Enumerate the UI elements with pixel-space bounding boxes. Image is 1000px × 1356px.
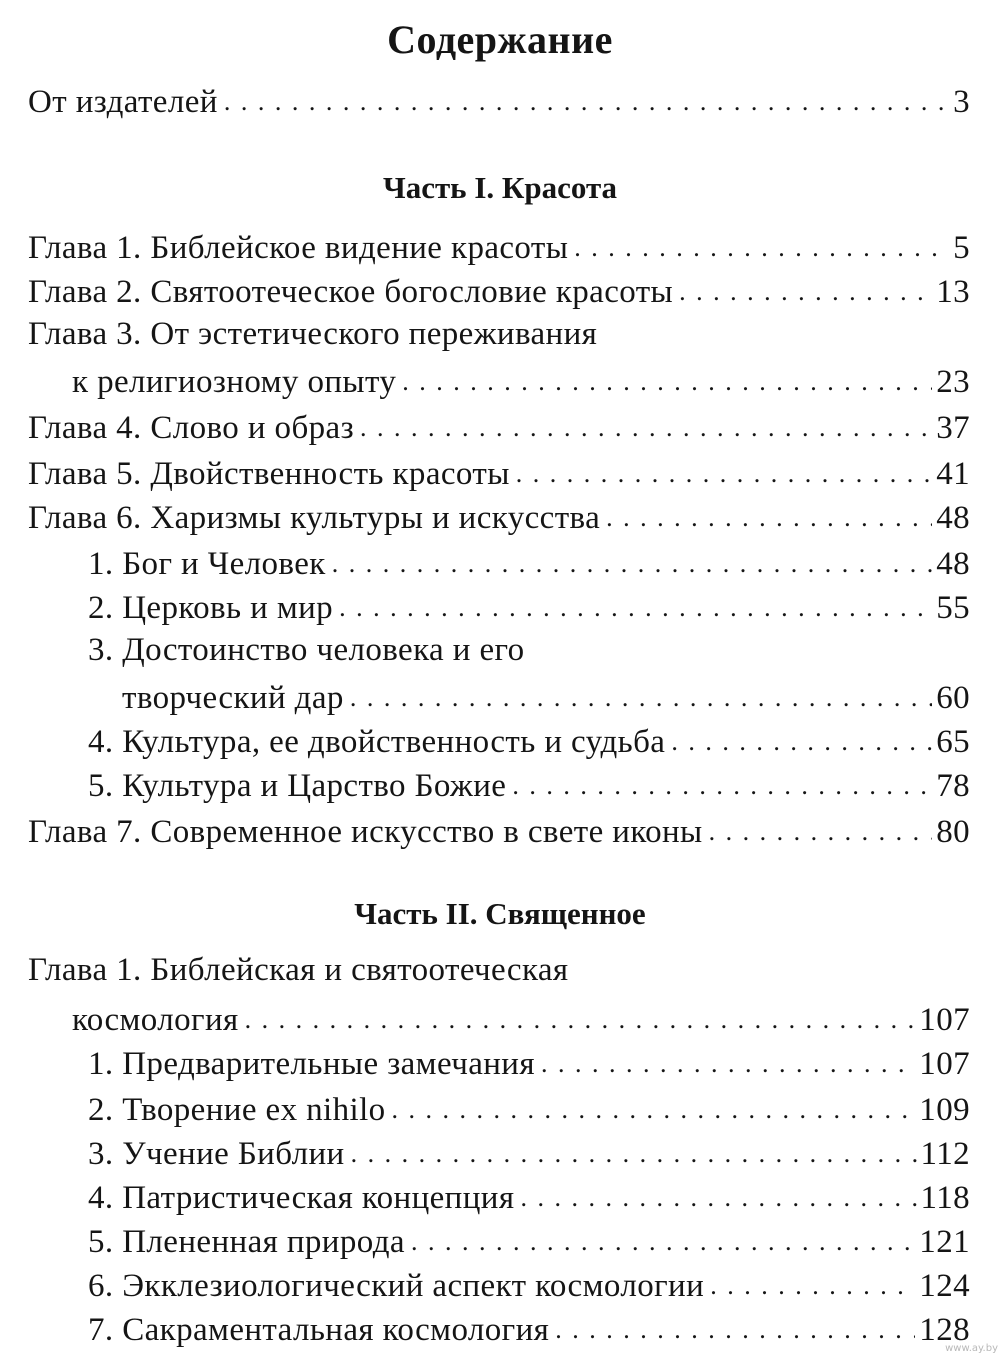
toc-entry-label: творческий дар — [122, 680, 344, 716]
toc-subentry[interactable] — [88, 1040, 970, 1084]
toc-subentry[interactable] — [88, 1086, 970, 1130]
toc-page-number: 128 — [919, 1312, 970, 1348]
toc-entry-first-line: Глава 1. Библейская и святоотеческая — [28, 952, 569, 988]
leader-dots — [360, 408, 932, 448]
leader-dots — [411, 1222, 915, 1262]
toc-page-number: 118 — [920, 1180, 970, 1216]
toc-entry[interactable] — [28, 224, 970, 268]
toc-page-number: 23 — [936, 364, 970, 400]
toc-subentry[interactable] — [88, 540, 970, 584]
toc-page-number: 121 — [919, 1224, 970, 1260]
toc-entry-label: 5. Плененная природа — [88, 1224, 405, 1260]
toc-entry[interactable] — [72, 996, 970, 1040]
toc-entry[interactable] — [28, 450, 970, 494]
toc-entry-label: 1. Бог и Человек — [88, 546, 326, 582]
toc-subentry[interactable] — [88, 584, 970, 628]
toc-subentry-first-line: 3. Достоинство человека и его — [88, 632, 525, 668]
toc-subentry[interactable] — [122, 674, 970, 718]
toc-entry-label: к религиозному опыту — [72, 364, 397, 400]
toc-page-number: 13 — [936, 274, 970, 310]
toc-entry-label: 3. Учение Библии — [88, 1136, 345, 1172]
toc-entry-label: 4. Культура, ее двойственность и судьба — [88, 724, 666, 760]
toc-entry[interactable] — [28, 494, 970, 538]
toc-entry[interactable] — [72, 358, 970, 402]
toc-entry-label: 5. Культура и Царство Божие — [88, 768, 507, 804]
toc-entry-label: 1. Предварительные замечания — [88, 1046, 535, 1082]
toc-page-number: 3 — [953, 84, 970, 120]
leader-dots — [512, 766, 932, 806]
toc-entry[interactable] — [28, 808, 970, 852]
part-heading-1: Часть I. Красота — [382, 170, 618, 205]
leader-dots — [679, 272, 932, 312]
toc-page-number: 55 — [936, 590, 970, 626]
toc-entry-label: Глава 2. Святоотеческое богословие красоты — [28, 274, 674, 310]
leader-dots — [351, 1134, 917, 1174]
toc-page-number: 48 — [936, 546, 970, 582]
page-title: Содержание — [387, 17, 613, 62]
toc-subentry[interactable] — [88, 762, 970, 806]
toc-page-number: 107 — [919, 1002, 970, 1038]
toc-entry-label: Глава 4. Слово и образ — [28, 410, 355, 446]
toc-page-number: 78 — [936, 768, 970, 804]
leader-dots — [332, 544, 933, 584]
leader-dots — [541, 1044, 915, 1084]
leader-dots — [555, 1310, 915, 1350]
toc-subentry[interactable] — [88, 1306, 970, 1350]
toc-entry-label: Глава 5. Двойственность красоты — [28, 456, 510, 492]
toc-page-number: 112 — [920, 1136, 970, 1172]
toc-entry-first-line: Глава 3. От эстетического переживания — [28, 316, 598, 352]
toc-entry-label: 2. Творение ex nihilo — [88, 1092, 386, 1128]
toc-page-number: 109 — [919, 1092, 970, 1128]
leader-dots — [606, 498, 932, 538]
toc-page-number: 60 — [936, 680, 970, 716]
part-heading-2: Часть II. Священное — [354, 896, 646, 931]
leader-dots — [224, 82, 949, 122]
toc-page-number: 124 — [919, 1268, 970, 1304]
leader-dots — [402, 362, 932, 402]
toc-entry-label: 4. Патристическая концепция — [88, 1180, 515, 1216]
toc-subentry[interactable] — [88, 1130, 970, 1174]
toc-subentry[interactable] — [88, 1262, 970, 1306]
leader-dots — [671, 722, 932, 762]
leader-dots — [245, 1000, 916, 1040]
toc-page-number: 48 — [936, 500, 970, 536]
toc-entry-label: 7. Сакраментальная космология — [88, 1312, 550, 1348]
toc-entry[interactable] — [28, 404, 970, 448]
leader-dots — [520, 1178, 916, 1218]
toc-entry-label: 2. Церковь и мир — [88, 590, 334, 626]
leader-dots — [574, 228, 949, 268]
watermark: www.ay.by — [945, 1343, 998, 1354]
leader-dots — [710, 1266, 915, 1306]
toc-entry[interactable] — [28, 268, 970, 312]
toc-entry-label: 6. Экклезиологический аспект космологии — [88, 1268, 705, 1304]
toc-entry-intro[interactable] — [28, 78, 970, 122]
leader-dots — [516, 454, 932, 494]
toc-entry-label: Глава 7. Современное искусство в свете иконы — [28, 814, 703, 850]
toc-subentry[interactable] — [88, 1174, 970, 1218]
toc-entry-label: От издателей — [28, 84, 218, 120]
leader-dots — [350, 678, 932, 718]
toc-page-number: 5 — [953, 230, 970, 266]
toc-page-number: 80 — [936, 814, 970, 850]
leader-dots — [709, 812, 933, 852]
toc-subentry[interactable] — [88, 1218, 970, 1262]
toc-subentry[interactable] — [88, 718, 970, 762]
toc-page-number: 65 — [936, 724, 970, 760]
toc-page-number: 41 — [936, 456, 970, 492]
leader-dots — [392, 1090, 916, 1130]
toc-entry-label: Глава 1. Библейское видение красоты — [28, 230, 569, 266]
toc-entry-label: Глава 6. Харизмы культуры и искусства — [28, 500, 601, 536]
toc-entry-label: космология — [72, 1002, 239, 1038]
toc-page-number: 107 — [919, 1046, 970, 1082]
leader-dots — [339, 588, 932, 628]
toc-page-number: 37 — [936, 410, 970, 446]
